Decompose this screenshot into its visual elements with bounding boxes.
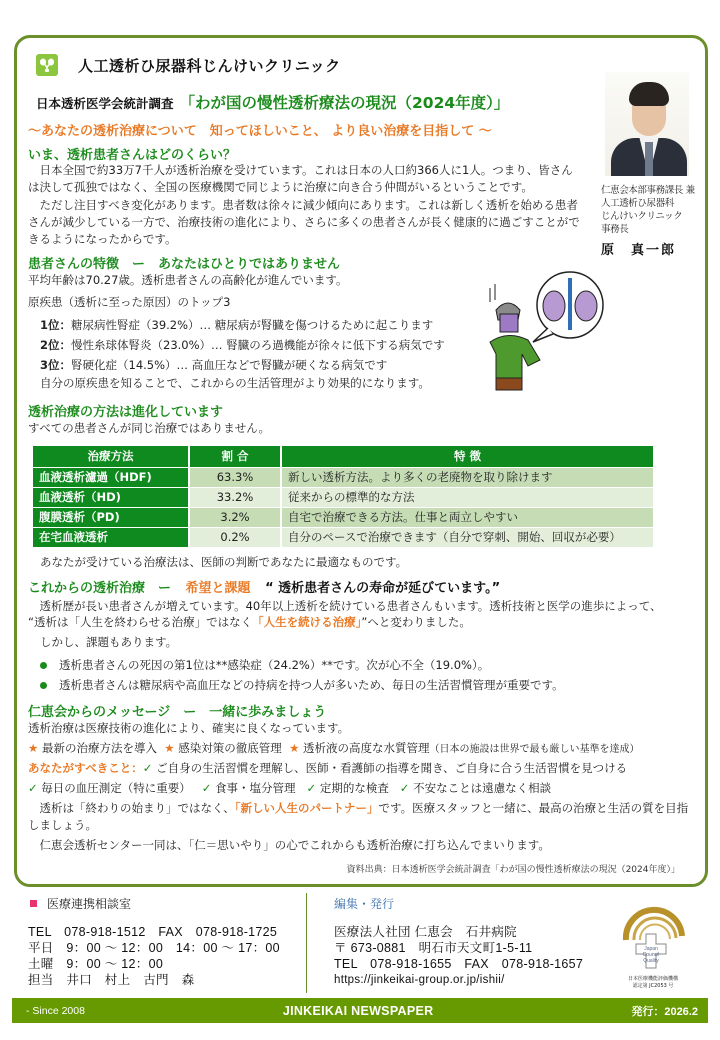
author-role: 仁恵会本部事務課長 兼 人工透析ひ尿器科 じんけいクリニック 事務長 [601,185,695,235]
author-name: 原 真一郎 [601,243,677,258]
treatment-methods-table [33,446,655,547]
bullet-icon [40,662,47,669]
issue-date: 発行：2026.2 [631,1005,698,1018]
clinic-header [36,54,341,76]
publisher-details: 医療法人社団 仁恵会 石井病院 〒 673-0881 明石市天文町1-5-11 TEL 078-918-1655 FAX 078-918-1657 https://jinkeikai-group.or.jp/ishii/ [334,924,604,988]
causes-heading: 原疾患（透析に至った原因）のトップ3 [28,295,231,309]
paragraph-patient-count: 日本全国で約33万7千人が透析治療を受けています。これは日本の人口約366人に1人。つまり、皆さんは決して孤独ではなく、全国の医療機関で同じように治療に向き合う仲間がいるということです。 [28,163,573,194]
contact-details: TEL 078-918-1512 FAX 078-918-1725 平日 9：00 ～ 12：00 14：00 ～ 17：00 土曜 9：00 ～ 12：00 担当 井口 村上 古門 森 [28,925,280,987]
todo-first: あなたがすべきこと：✓ ご自身の生活習慣を理解し、医師・看護師の指導を聞き、ご自身に合う生活習慣を見つける [28,761,628,775]
svg-text:Quality: Quality [643,958,659,964]
table-row: 血液透析濾過（HDF) 63.3% 新しい透析方法。より多くの老廃物を取り除けます [33,467,654,487]
future-paragraph-2: “透析は「人生を終わらせる治療」ではなく「人生を続ける治療」”へと変わりました。 [28,615,471,629]
section-title-patient-count: いま、透析患者さんはどのくらい？ [28,148,237,163]
title-main: 「わが国の慢性透析療法の現況（2024年度）」 [179,94,510,112]
check-icon: ✓ [142,761,153,775]
section-title-future: これからの透析治療 ー 希望と課題 “ 透析患者さんの寿命が延びています。” [28,581,501,596]
author-photo [605,72,689,176]
source-citation: 資料出典：日本透析医学会統計調査「わが国の慢性透析療法の現況（2024年度）」 [346,865,680,875]
subtitle: ～あなたの透析治療について 知ってほしいこと、 より良い治療を目指して ～ [28,124,492,139]
clinic-name: 人工透析ひ尿器科じんけいクリニック [78,56,341,75]
newspaper-footer-bar [12,998,708,1023]
footer-divider [306,893,307,993]
future-paragraph-1: 透析歴が長い患者さんが増えています。40年以上透析を続けている患者さんもいます。透析技術と医学の進歩によって、 [28,599,662,613]
publisher-url[interactable]: https://jinkeikai-group.or.jp/ishii/ [334,974,505,986]
closing-paragraph: 仁恵会透析センター一同は、「仁＝思いやり」の心でこれからも透析治療に打ち込んでまいります。 [28,838,550,852]
table-row: 腹膜透析（PD) 3.2% 自宅で治療できる方法。仕事と両立しやすい [33,507,654,527]
message-intro: 透析治療は医療技術の進化により、確実に良くなっています。 [28,721,350,735]
contact-block [28,895,308,988]
kidney-icon [36,54,58,76]
svg-text:Japan: Japan [644,946,658,952]
contact-title: 医療連携相談室 [47,897,132,911]
star-list: ★ 最新の治療方法を導入 ★ 感染対策の徹底管理 ★ 透析液の高度な水質管理（日本の施設は世界で最も厳しい基準を達成） [28,741,640,755]
section-title-patient-traits: 患者さんの特徴 ー あなたはひとりではありません [28,257,341,272]
column-header-feature: 特 徴 [281,446,654,467]
author-profile [601,72,711,258]
cause-rank-1: 1位：糖尿病性腎症（39.2%）… 糖尿病が腎臓を傷つけるために起こります [40,318,434,332]
cause-rank-2: 2位：慢性糸球体腎炎（23.0%）… 腎臓のろ過機能が徐々に低下する病気です [40,338,445,352]
section-title-message: 仁恵会からのメッセージ ー 一緒に歩みましょう [28,705,327,720]
causes-closing: 自分の原疾患を知ることで、これからの生活管理がより効果的になります。 [40,376,430,390]
bullet-item: 透析患者さんは糖尿病や高血圧などの持病を持つ人が多いため、毎日の生活習慣管理が重要です。 [40,677,564,693]
paragraph-trend: ただし注目すべき変化があります。患者数は徐々に減少傾向にあります。これは新しく透析を始める患者さんが減少している一方で、治療技術の進化により、さらに多くの患者さんが長く健康的に過ごすことができるようになったからです。 [28,198,580,246]
since-label: - Since 2008 [26,1004,85,1017]
challenge-text: しかし、課題もあります。 [40,635,178,649]
star-icon: ★ [164,741,175,755]
bullet-icon [40,682,47,689]
average-age-text: 平均年齢は70.27歳。透析患者さんの高齢化が進んでいます。 [28,273,348,287]
svg-text:Council: Council [642,952,660,958]
column-header-method: 治療方法 [33,446,189,467]
check-icon: ✓ [201,781,212,795]
methods-closing: あなたが受けている治療法は、医師の判断であなたに最適なものです。 [40,555,408,569]
check-icon: ✓ [28,781,38,795]
partner-paragraph: 透析は「終わりの始まり」ではなく、「新しい人生のパートナー」です。医療スタッフと一緒に、最高の治療と生活の質を目指しましょう。 [28,801,689,832]
newspaper-name: JINKEIKAI NEWSPAPER [282,1003,434,1018]
star-icon: ★ [28,741,39,755]
title-prefix: 日本透析医学会統計調査 [36,96,174,111]
table-row: 血液透析（HD) 33.2% 従来からの標準的な方法 [33,487,654,507]
table-row: 在宅血液透析 0.2% 自分のペースで治療できます（自分で穿刺、開始、回収が必要） [33,527,654,547]
cause-rank-3: 3位：腎硬化症（14.5%）… 高血圧などで腎臓が硬くなる病気です [40,358,388,372]
column-header-share: 割 合 [189,446,281,467]
publisher-title: 編集・発行 [334,897,395,911]
patient-kidney-illustration [478,270,628,395]
todo-list: ✓ 毎日の血圧測定（特に重要） ✓ 食事・塩分管理 ✓ 定期的な検査 ✓ 不安なことは遠慮なく相談 [28,781,552,795]
check-icon: ✓ [306,781,317,795]
accreditation-badge: Japan Council Quality 日本医療機能評価機構 認定第 JC2053 号 [618,906,688,988]
bullet-item: 透析患者さんの死因の第1位は**感染症（24.2%）**です。次が心不全（19.0%）。 [40,657,489,673]
page-title [36,91,509,113]
publisher-block [334,895,604,988]
check-icon: ✓ [399,781,410,795]
section-title-methods: 透析治療の方法は進化しています [28,405,224,420]
square-bullet-icon [30,900,37,907]
star-icon: ★ [289,741,300,755]
methods-intro: すべての患者さんが同じ治療ではありません。 [28,421,270,435]
